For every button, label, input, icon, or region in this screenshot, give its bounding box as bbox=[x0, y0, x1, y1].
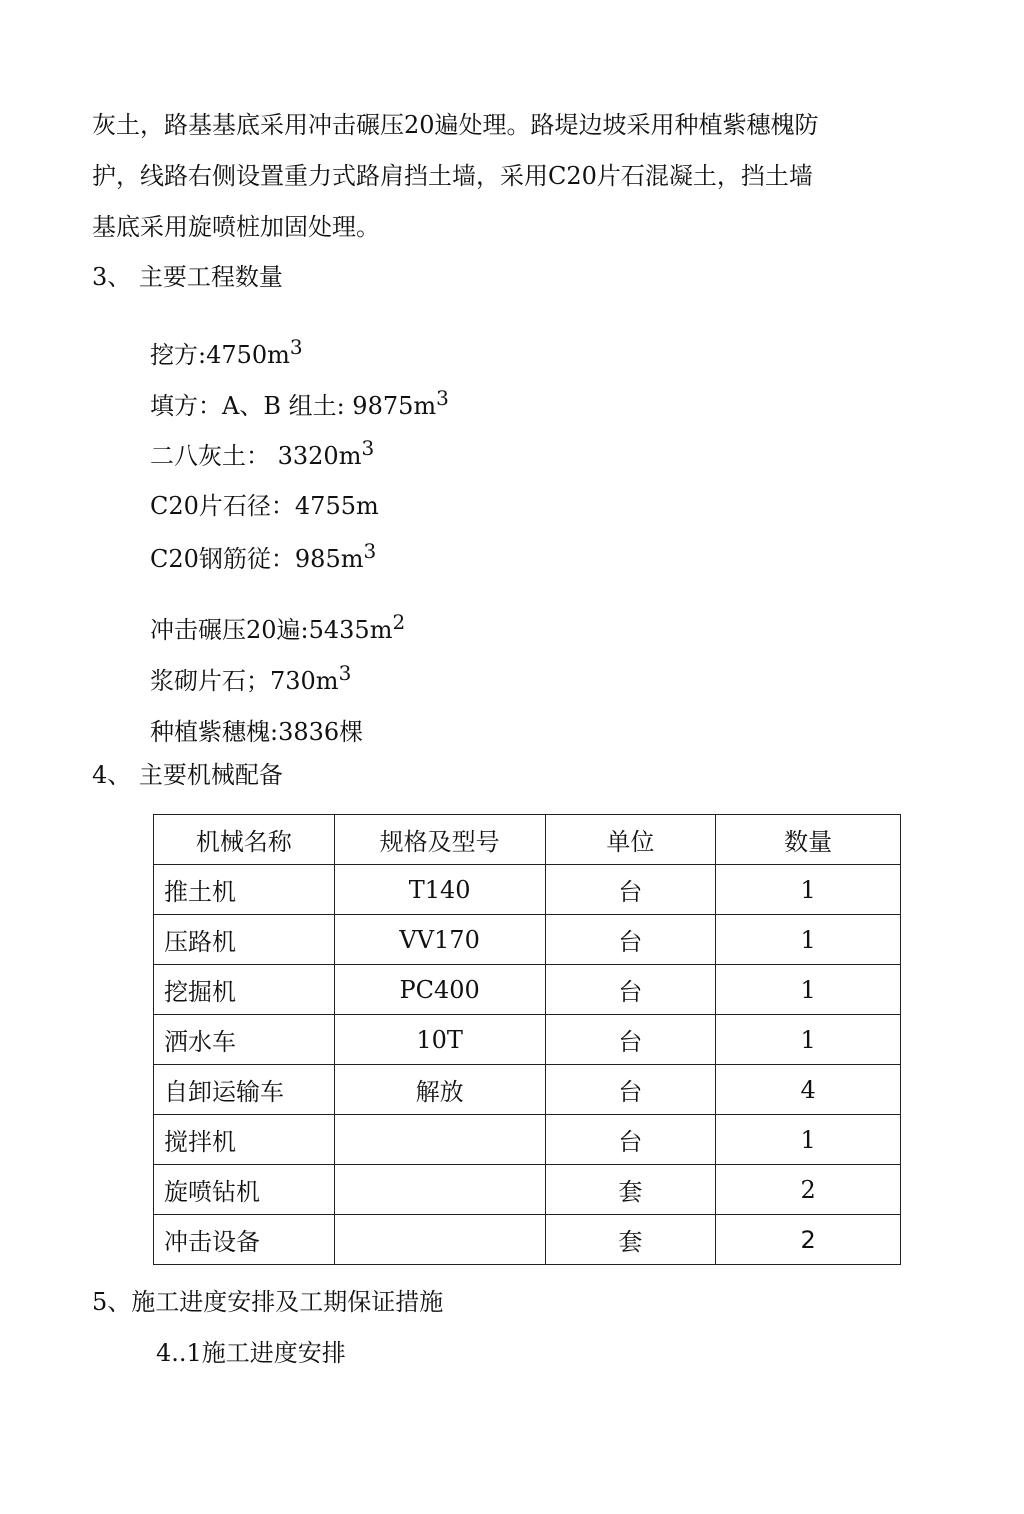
section-5-subheading: 4..1施工进度安排 bbox=[156, 1339, 346, 1367]
unit-cell: 套 bbox=[545, 1165, 716, 1215]
header-cell: 数量 bbox=[716, 815, 901, 865]
unit-cell: 台 bbox=[545, 965, 716, 1015]
quantity-item: C20钢筋従：$985m^3$ bbox=[150, 539, 377, 573]
paragraph-line-3: 基底采用旋喷桩加固处理。 bbox=[92, 213, 380, 241]
machine-name-cell: 洒水车 bbox=[154, 1015, 335, 1065]
quantity-item: 种植紫穗槐:3836棵 bbox=[150, 718, 364, 746]
section-4-heading: 4、 主要机械配备 bbox=[92, 761, 283, 789]
table-row bbox=[154, 1115, 901, 1165]
machine-name-cell: 自卸运输车 bbox=[154, 1065, 335, 1115]
paragraph-line-2: 护，线路右侧设置重力式路肩挡土墙，采用C20片石混凝土，挡土墙 bbox=[92, 162, 813, 190]
table-header-row bbox=[154, 815, 901, 865]
model-cell: PC400 bbox=[334, 965, 545, 1015]
quantity-cell: 2 bbox=[716, 1165, 901, 1215]
section-3-heading: 3、 主要工程数量 bbox=[92, 263, 283, 291]
machine-name-cell: 推土机 bbox=[154, 865, 335, 915]
quantity-cell: 1 bbox=[716, 915, 901, 965]
quantity-item: 冲击碾压20遍$:5435m^2$ bbox=[150, 610, 406, 644]
model-cell: T140 bbox=[334, 865, 545, 915]
quantity-item: 二八灰土： $3320m^3$ bbox=[150, 436, 375, 470]
machine-name-cell: 挖掘机 bbox=[154, 965, 335, 1015]
quantity-cell: 2 bbox=[716, 1215, 901, 1265]
unit-cell: 台 bbox=[545, 1065, 716, 1115]
machinery-table bbox=[153, 814, 901, 1265]
model-cell: VV170 bbox=[334, 915, 545, 965]
table-row bbox=[154, 865, 901, 915]
model-cell bbox=[334, 1115, 545, 1165]
machine-name-cell: 压路机 bbox=[154, 915, 335, 965]
header-cell: 规格及型号 bbox=[334, 815, 545, 865]
machine-name-cell: 搅拌机 bbox=[154, 1115, 335, 1165]
table-row bbox=[154, 965, 901, 1015]
unit-cell: 台 bbox=[545, 1115, 716, 1165]
quantity-item: C20片石径：4755m bbox=[150, 492, 379, 520]
quantity-cell: 1 bbox=[716, 1115, 901, 1165]
header-cell: 单位 bbox=[545, 815, 716, 865]
unit-cell: 套 bbox=[545, 1215, 716, 1265]
quantity-item: 挖方$:4750m^3$ bbox=[150, 335, 303, 369]
machine-name-cell: 旋喷钻机 bbox=[154, 1165, 335, 1215]
model-cell bbox=[334, 1215, 545, 1265]
model-cell bbox=[334, 1165, 545, 1215]
machine-name-cell: 冲击设备 bbox=[154, 1215, 335, 1265]
quantity-cell: 1 bbox=[716, 1015, 901, 1065]
model-cell: 10T bbox=[334, 1015, 545, 1065]
quantity-item: 填方：A、B 组土: $9875m^3$ bbox=[150, 386, 449, 420]
model-cell: 解放 bbox=[334, 1065, 545, 1115]
unit-cell: 台 bbox=[545, 865, 716, 915]
section-5-heading: 5、施工进度安排及工期保证措施 bbox=[92, 1288, 444, 1316]
header-cell: 机械名称 bbox=[154, 815, 335, 865]
quantity-cell: 4 bbox=[716, 1065, 901, 1115]
unit-cell: 台 bbox=[545, 1015, 716, 1065]
paragraph-line-1: 灰土，路基基底采用冲击碾压20遍处理。路堤边坡采用种植紫穗槐防 bbox=[92, 111, 819, 139]
table-row bbox=[154, 1165, 901, 1215]
table-row bbox=[154, 1015, 901, 1065]
table-row bbox=[154, 915, 901, 965]
table-row bbox=[154, 1065, 901, 1115]
quantity-item: 浆砌片石；$730m^3$ bbox=[150, 661, 352, 695]
table-row bbox=[154, 1215, 901, 1265]
quantity-cell: 1 bbox=[716, 965, 901, 1015]
quantity-cell: 1 bbox=[716, 865, 901, 915]
unit-cell: 台 bbox=[545, 915, 716, 965]
